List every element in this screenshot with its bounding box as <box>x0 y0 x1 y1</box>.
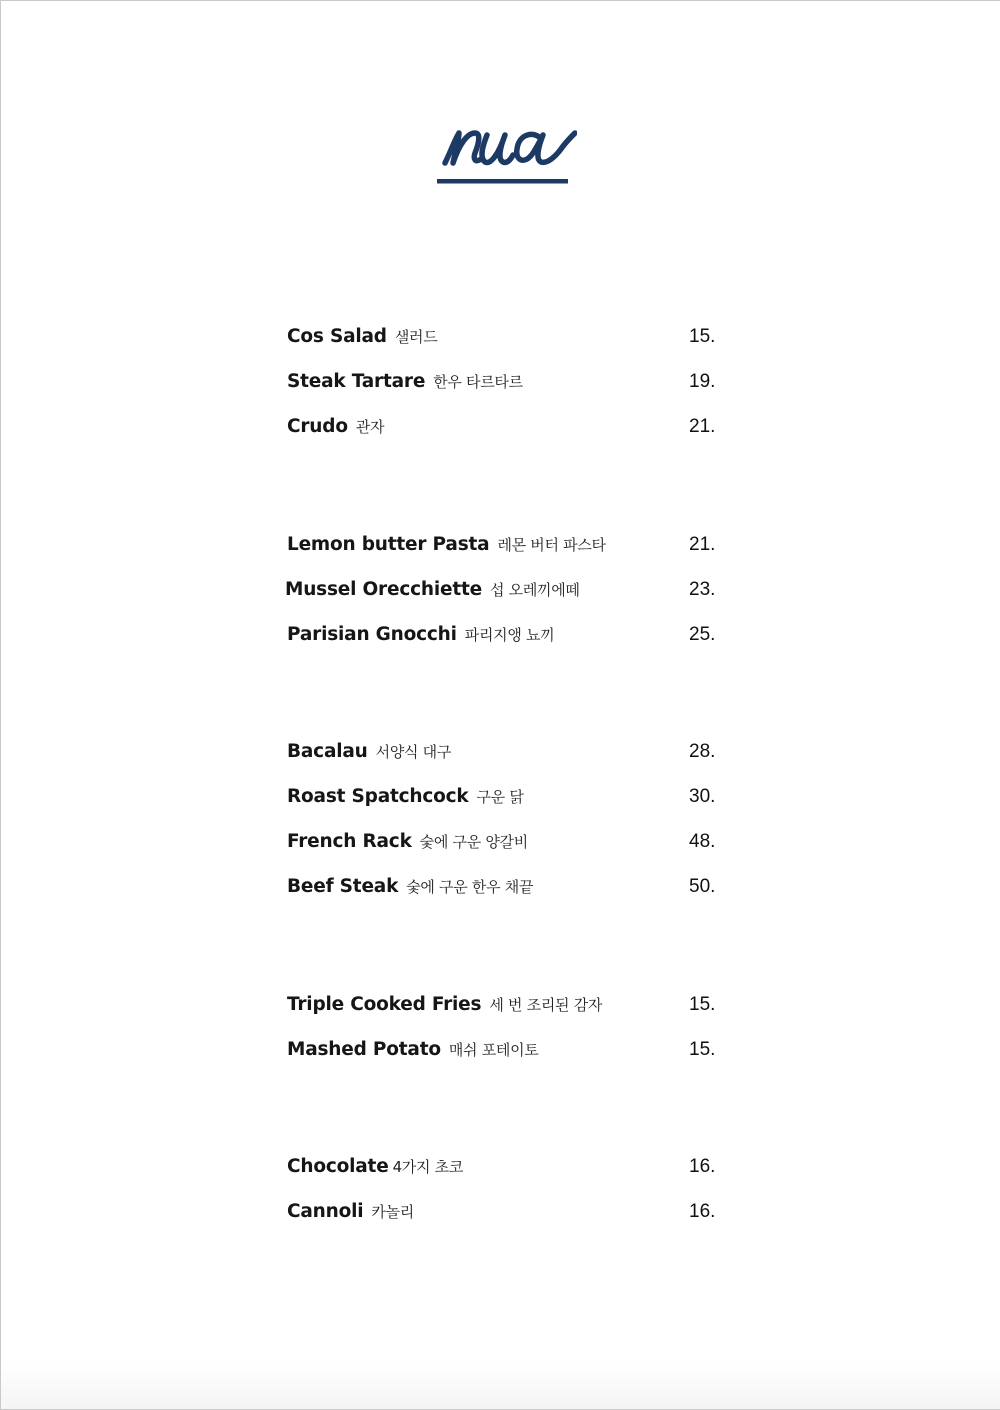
item-name: Crudo <box>287 416 348 437</box>
item-price: 21. <box>689 416 716 437</box>
item-name: Chocolate <box>287 1156 389 1177</box>
item-name: Mussel Orecchiette <box>285 579 482 600</box>
item-price: 23. <box>689 579 716 600</box>
item-korean-name: 숯에 구운 양갈비 <box>419 833 528 851</box>
item-price: 30. <box>689 786 716 807</box>
item-name: Cannoli <box>287 1201 364 1222</box>
menu-item <box>287 1039 719 1084</box>
item-price: 21. <box>689 534 716 555</box>
item-name: Roast Spatchcock <box>287 786 469 807</box>
menu-item <box>287 741 719 786</box>
item-price: 50. <box>689 876 716 897</box>
item-name: Steak Tartare <box>287 371 426 392</box>
menu-section-mains <box>287 741 719 921</box>
menu-item <box>287 326 719 371</box>
menu-item <box>287 994 719 1039</box>
item-price: 15. <box>689 1039 716 1060</box>
menu-section-starters <box>287 326 719 461</box>
item-korean-name: 섭 오레끼에떼 <box>489 581 580 599</box>
item-korean-name: 카놀리 <box>371 1203 414 1221</box>
item-name: Triple Cooked Fries <box>287 994 482 1015</box>
item-name: Lemon butter Pasta <box>287 534 490 555</box>
item-name: French Rack <box>287 831 412 852</box>
item-price: 16. <box>689 1156 716 1177</box>
nua-logo <box>437 113 577 187</box>
item-korean-name: 서양식 대구 <box>375 743 452 761</box>
item-price: 15. <box>689 326 716 347</box>
menu-section-desserts <box>287 1156 719 1246</box>
item-price: 28. <box>689 741 716 762</box>
item-korean-name: 구운 닭 <box>476 788 524 806</box>
menu-section-pasta <box>287 534 719 669</box>
item-name: Cos Salad <box>287 326 387 347</box>
menu-item <box>287 416 719 461</box>
item-price: 48. <box>689 831 716 852</box>
item-korean-name: 샐러드 <box>394 328 438 346</box>
menu-item <box>287 579 719 624</box>
item-korean-name: 매쉬 포테이토 <box>448 1041 539 1059</box>
menu-section-sides <box>287 994 719 1084</box>
item-korean-name: 4가지 초코 <box>392 1158 464 1176</box>
item-name: Bacalau <box>287 741 368 762</box>
item-price: 25. <box>689 624 716 645</box>
item-name: Mashed Potato <box>287 1039 441 1060</box>
item-korean-name: 레몬 버터 파스타 <box>497 536 606 554</box>
item-name: Parisian Gnocchi <box>287 624 457 645</box>
item-price: 16. <box>689 1201 716 1222</box>
item-korean-name: 숯에 구운 한우 채끝 <box>406 878 534 896</box>
item-korean-name: 관자 <box>355 418 385 436</box>
item-price: 15. <box>689 994 716 1015</box>
menu-item <box>287 1201 719 1246</box>
menu-item <box>287 371 719 416</box>
menu-item <box>287 876 719 921</box>
menu-item <box>287 786 719 831</box>
item-name: Beef Steak <box>287 876 399 897</box>
item-korean-name: 파리지앵 뇨끼 <box>464 626 555 644</box>
menu-item <box>287 624 719 669</box>
menu-item <box>287 1156 719 1201</box>
menu-item <box>287 534 719 579</box>
item-korean-name: 한우 타르타르 <box>433 373 523 391</box>
nua-logo-mark <box>437 113 577 187</box>
menu-item <box>287 831 719 876</box>
item-price: 19. <box>689 371 716 392</box>
item-korean-name: 세 번 조리된 감자 <box>489 996 603 1014</box>
